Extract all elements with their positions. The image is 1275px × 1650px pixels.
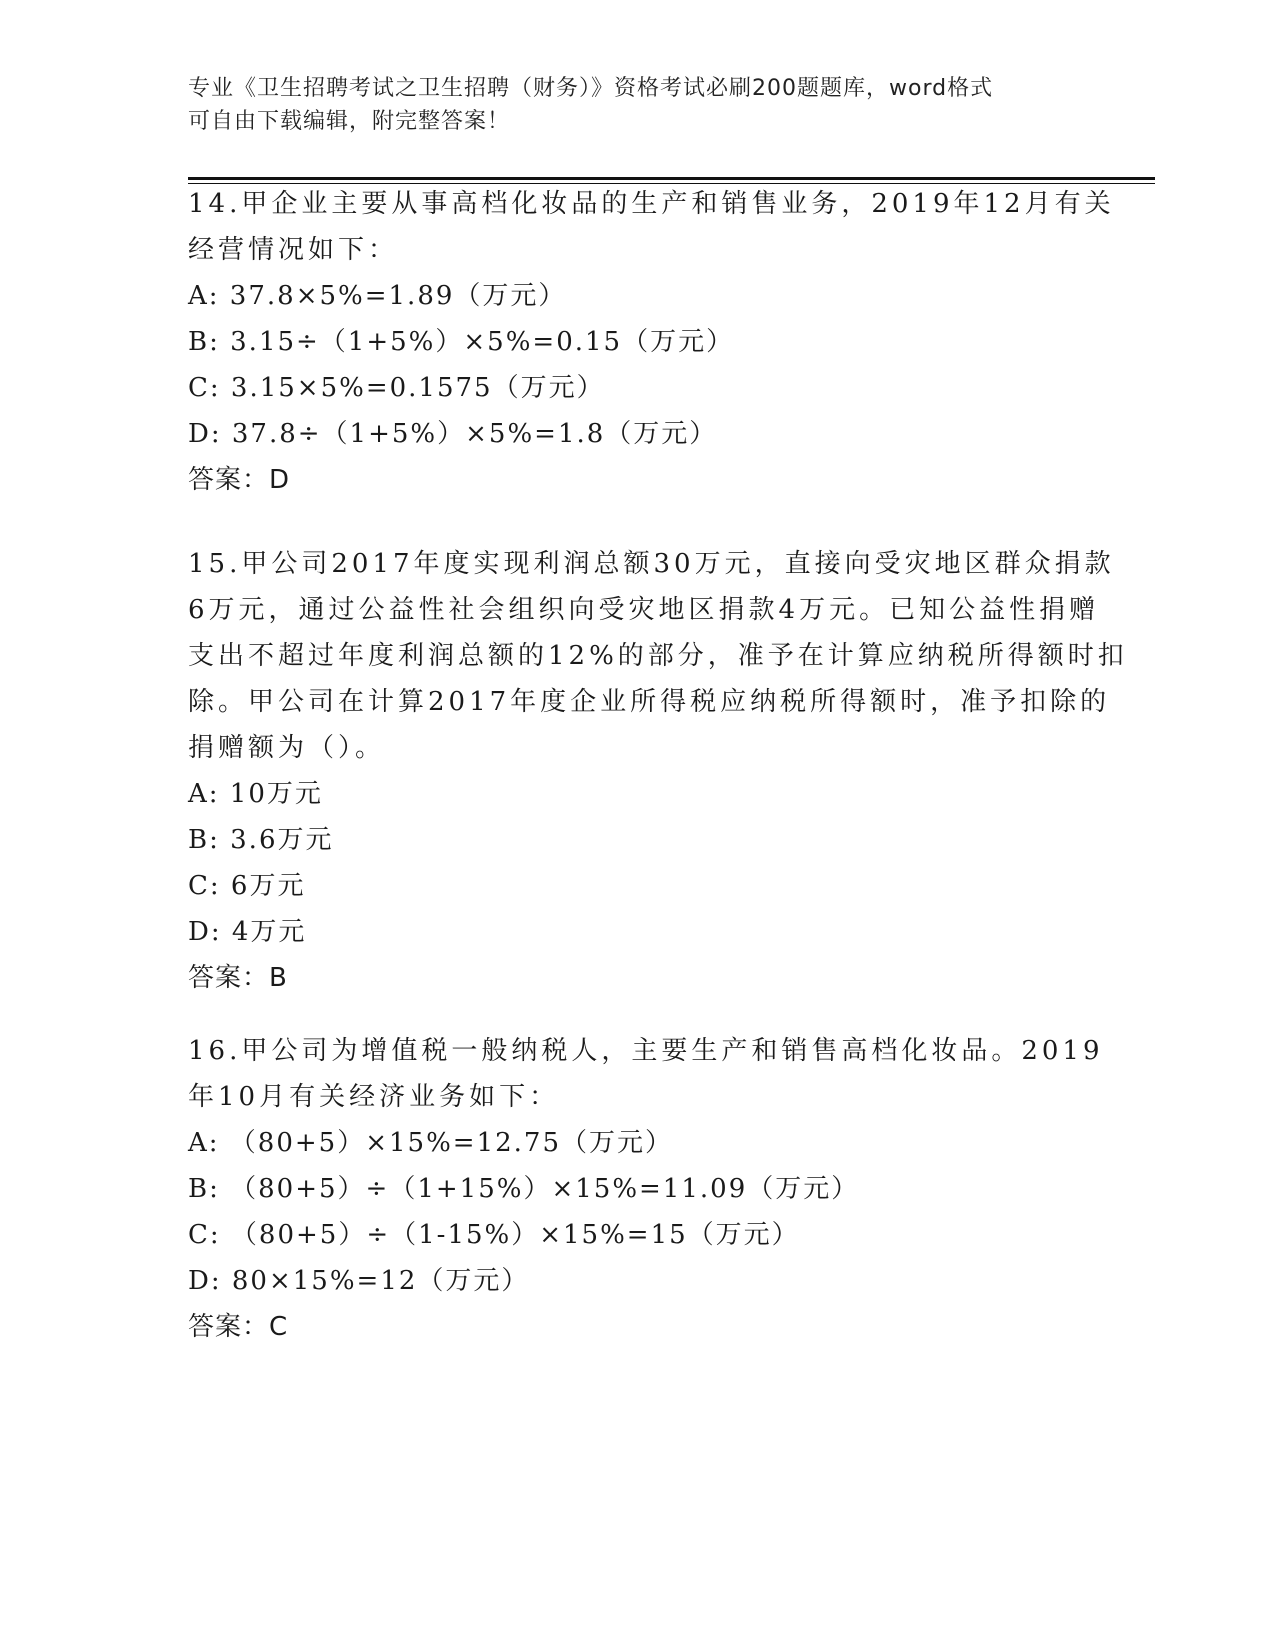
header-line-1: 专业《卫生招聘考试之卫生招聘（财务）》资格考试必刷200题题库，word格式 [188,76,994,101]
option-d: D: 4万元 [188,917,307,947]
question-stem-line: 经营情况如下： [188,235,399,265]
option-b: B: 3.15÷（1+5%）×5%=0.15（万元） [188,327,735,357]
answer-line: 答案：C [188,1312,289,1342]
document-header [188,72,1088,138]
option-c: C: （80+5）÷（1-15%）×15%=15（万元） [188,1220,800,1250]
question-stem-line: 15.甲公司2017年度实现利润总额30万元，直接向受灾地区群众捐款 [188,549,1115,579]
option-c: C: 3.15×5%=0.1575（万元） [188,373,605,403]
answer-line: 答案：D [188,465,291,495]
question-stem-line: 14.甲企业主要从事高档化妆品的生产和销售业务，2019年12月有关 [188,189,1115,219]
option-a: A: 37.8×5%=1.89（万元） [188,281,567,311]
question-15 [188,541,1128,1001]
option-b: B: 3.6万元 [188,825,334,855]
option-a: A: （80+5）×15%=12.75（万元） [188,1128,674,1158]
header-rule-thick [188,177,1155,180]
question-stem-line: 除。甲公司在计算2017年度企业所得税应纳税所得额时，准予扣除的 [188,687,1111,717]
question-stem-line: 6万元，通过公益性社会组织向受灾地区捐款4万元。已知公益性捐赠 [188,595,1100,625]
option-c: C: 6万元 [188,871,306,901]
question-stem-line: 支出不超过年度利润总额的12%的部分，准予在计算应纳税所得额时扣 [188,641,1128,671]
question-stem-line: 16.甲公司为增值税一般纳税人，主要生产和销售高档化妆品。2019 [188,1036,1104,1066]
option-d: D: 80×15%=12（万元） [188,1266,530,1296]
question-stem-line: 捐赠额为（）。 [188,733,386,763]
answer-line: 答案：B [188,963,288,993]
question-stem-line: 年10月有关经济业务如下： [188,1082,560,1112]
question-16 [188,1028,1104,1350]
question-14 [188,181,1115,503]
option-b: B: （80+5）÷（1+15%）×15%=11.09（万元） [188,1174,860,1204]
header-line-2: 可自由下载编辑，附完整答案！ [188,109,511,134]
option-a: A: 10万元 [188,779,323,809]
option-d: D: 37.8÷（1+5%）×5%=1.8（万元） [188,419,718,449]
